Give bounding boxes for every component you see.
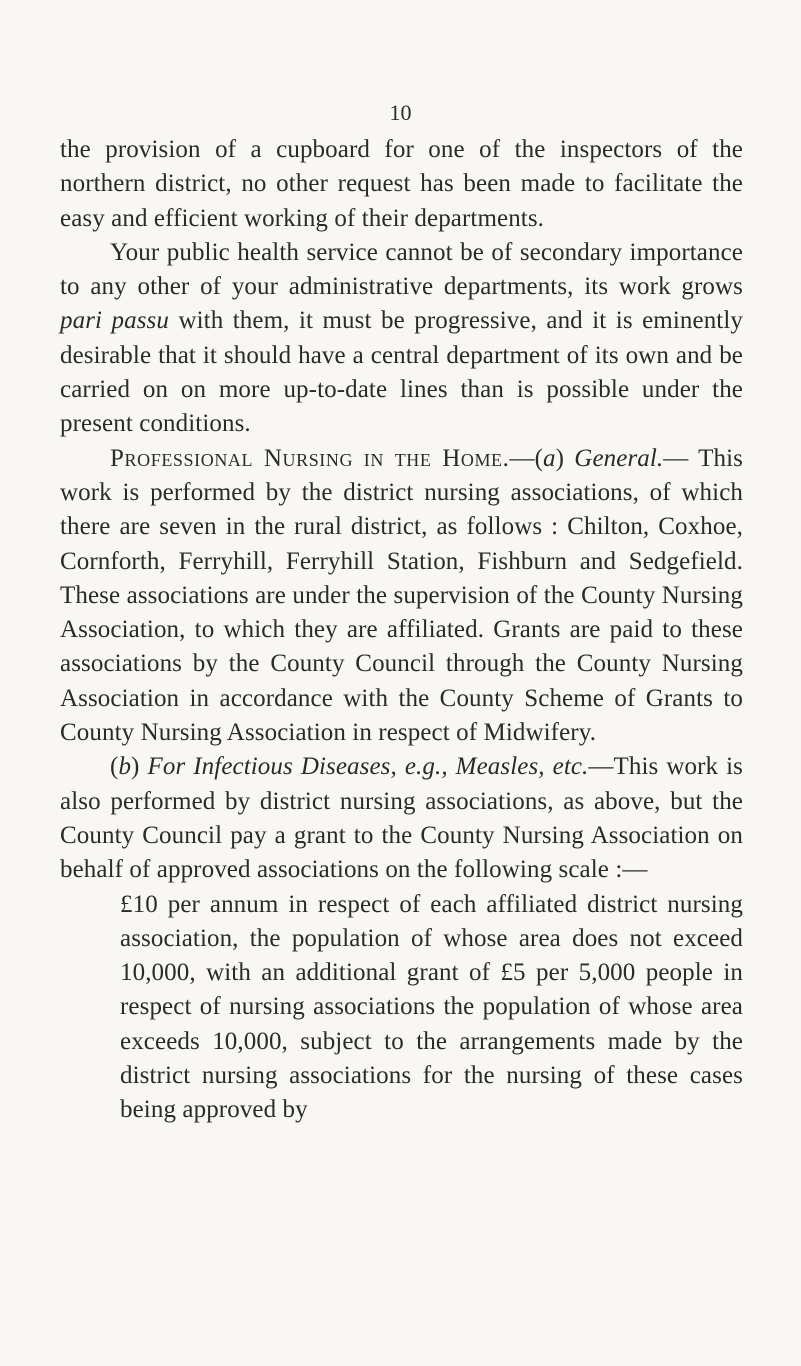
heading-paren: )	[131, 753, 148, 781]
page-number: 10	[389, 100, 412, 125]
subsection-heading: For Infectious Diseases, e.g., Measles, etc.	[147, 753, 589, 781]
paragraph-cupboard: the provision of a cupboard for one of the inspectors of the northern district, no other request has been made to facilitate the easy and efficient working of their departments.	[60, 136, 743, 232]
subsection-letter: a	[543, 444, 556, 472]
heading-paren: )	[555, 444, 575, 472]
latin-phrase: pari passu	[60, 307, 169, 335]
heading-paren: (	[110, 753, 119, 781]
paragraph-text: with them, it must be progressive, and it is eminently desirable that it should have a central department of its own and be carried on on more up-to-date lines than is possible under the present conditions.	[60, 307, 743, 438]
subsection-letter: b	[118, 753, 132, 781]
heading-dash: —(	[509, 444, 544, 472]
paragraph-text: Your public health service cannot be of secondary importance to any other of your administrative departments, its work grows	[60, 238, 743, 301]
paragraph-grant-scale: £10 per annum in respect of each affiliated district nursing association, the population of whose area does not exceed 10,000, with an additional grant of £5 per 5,000 people in respect of nursing associations the population of whose area exceeds 10,000, subject to the arrangements made by the district nursing associations for the nursing of these cases being approved by	[120, 890, 743, 1124]
subsection-heading: General.	[574, 444, 664, 472]
paragraph-professional-nursing	[60, 442, 743, 751]
section-heading: Professional Nursing in the Home.	[110, 444, 510, 472]
paragraph-infectious-diseases	[60, 750, 743, 887]
body-text	[60, 133, 743, 1128]
paragraph-text: — This work is performed by the district nursing associations, of which there are seven in the rural district, as follows : Chilton, Coxhoe, Cornforth, Ferryhill, Ferryhill Station, Fishburn and Sedgefield. These associations are under the supervision of the County Nursing Association, to which they are affiliated. Grants are paid to these associations by the County Council through the County Nursing Association in accordance with the County Scheme of Grants to County Nursing Association in respect of Midwifery.	[60, 444, 743, 747]
paragraph-text: —This work is also performed by district nursing associations, as above, but the County Council pay a grant to the County Nursing Association on behalf of approved associations on the following scale :—	[60, 753, 743, 884]
paragraph-public-health-service	[60, 236, 743, 442]
